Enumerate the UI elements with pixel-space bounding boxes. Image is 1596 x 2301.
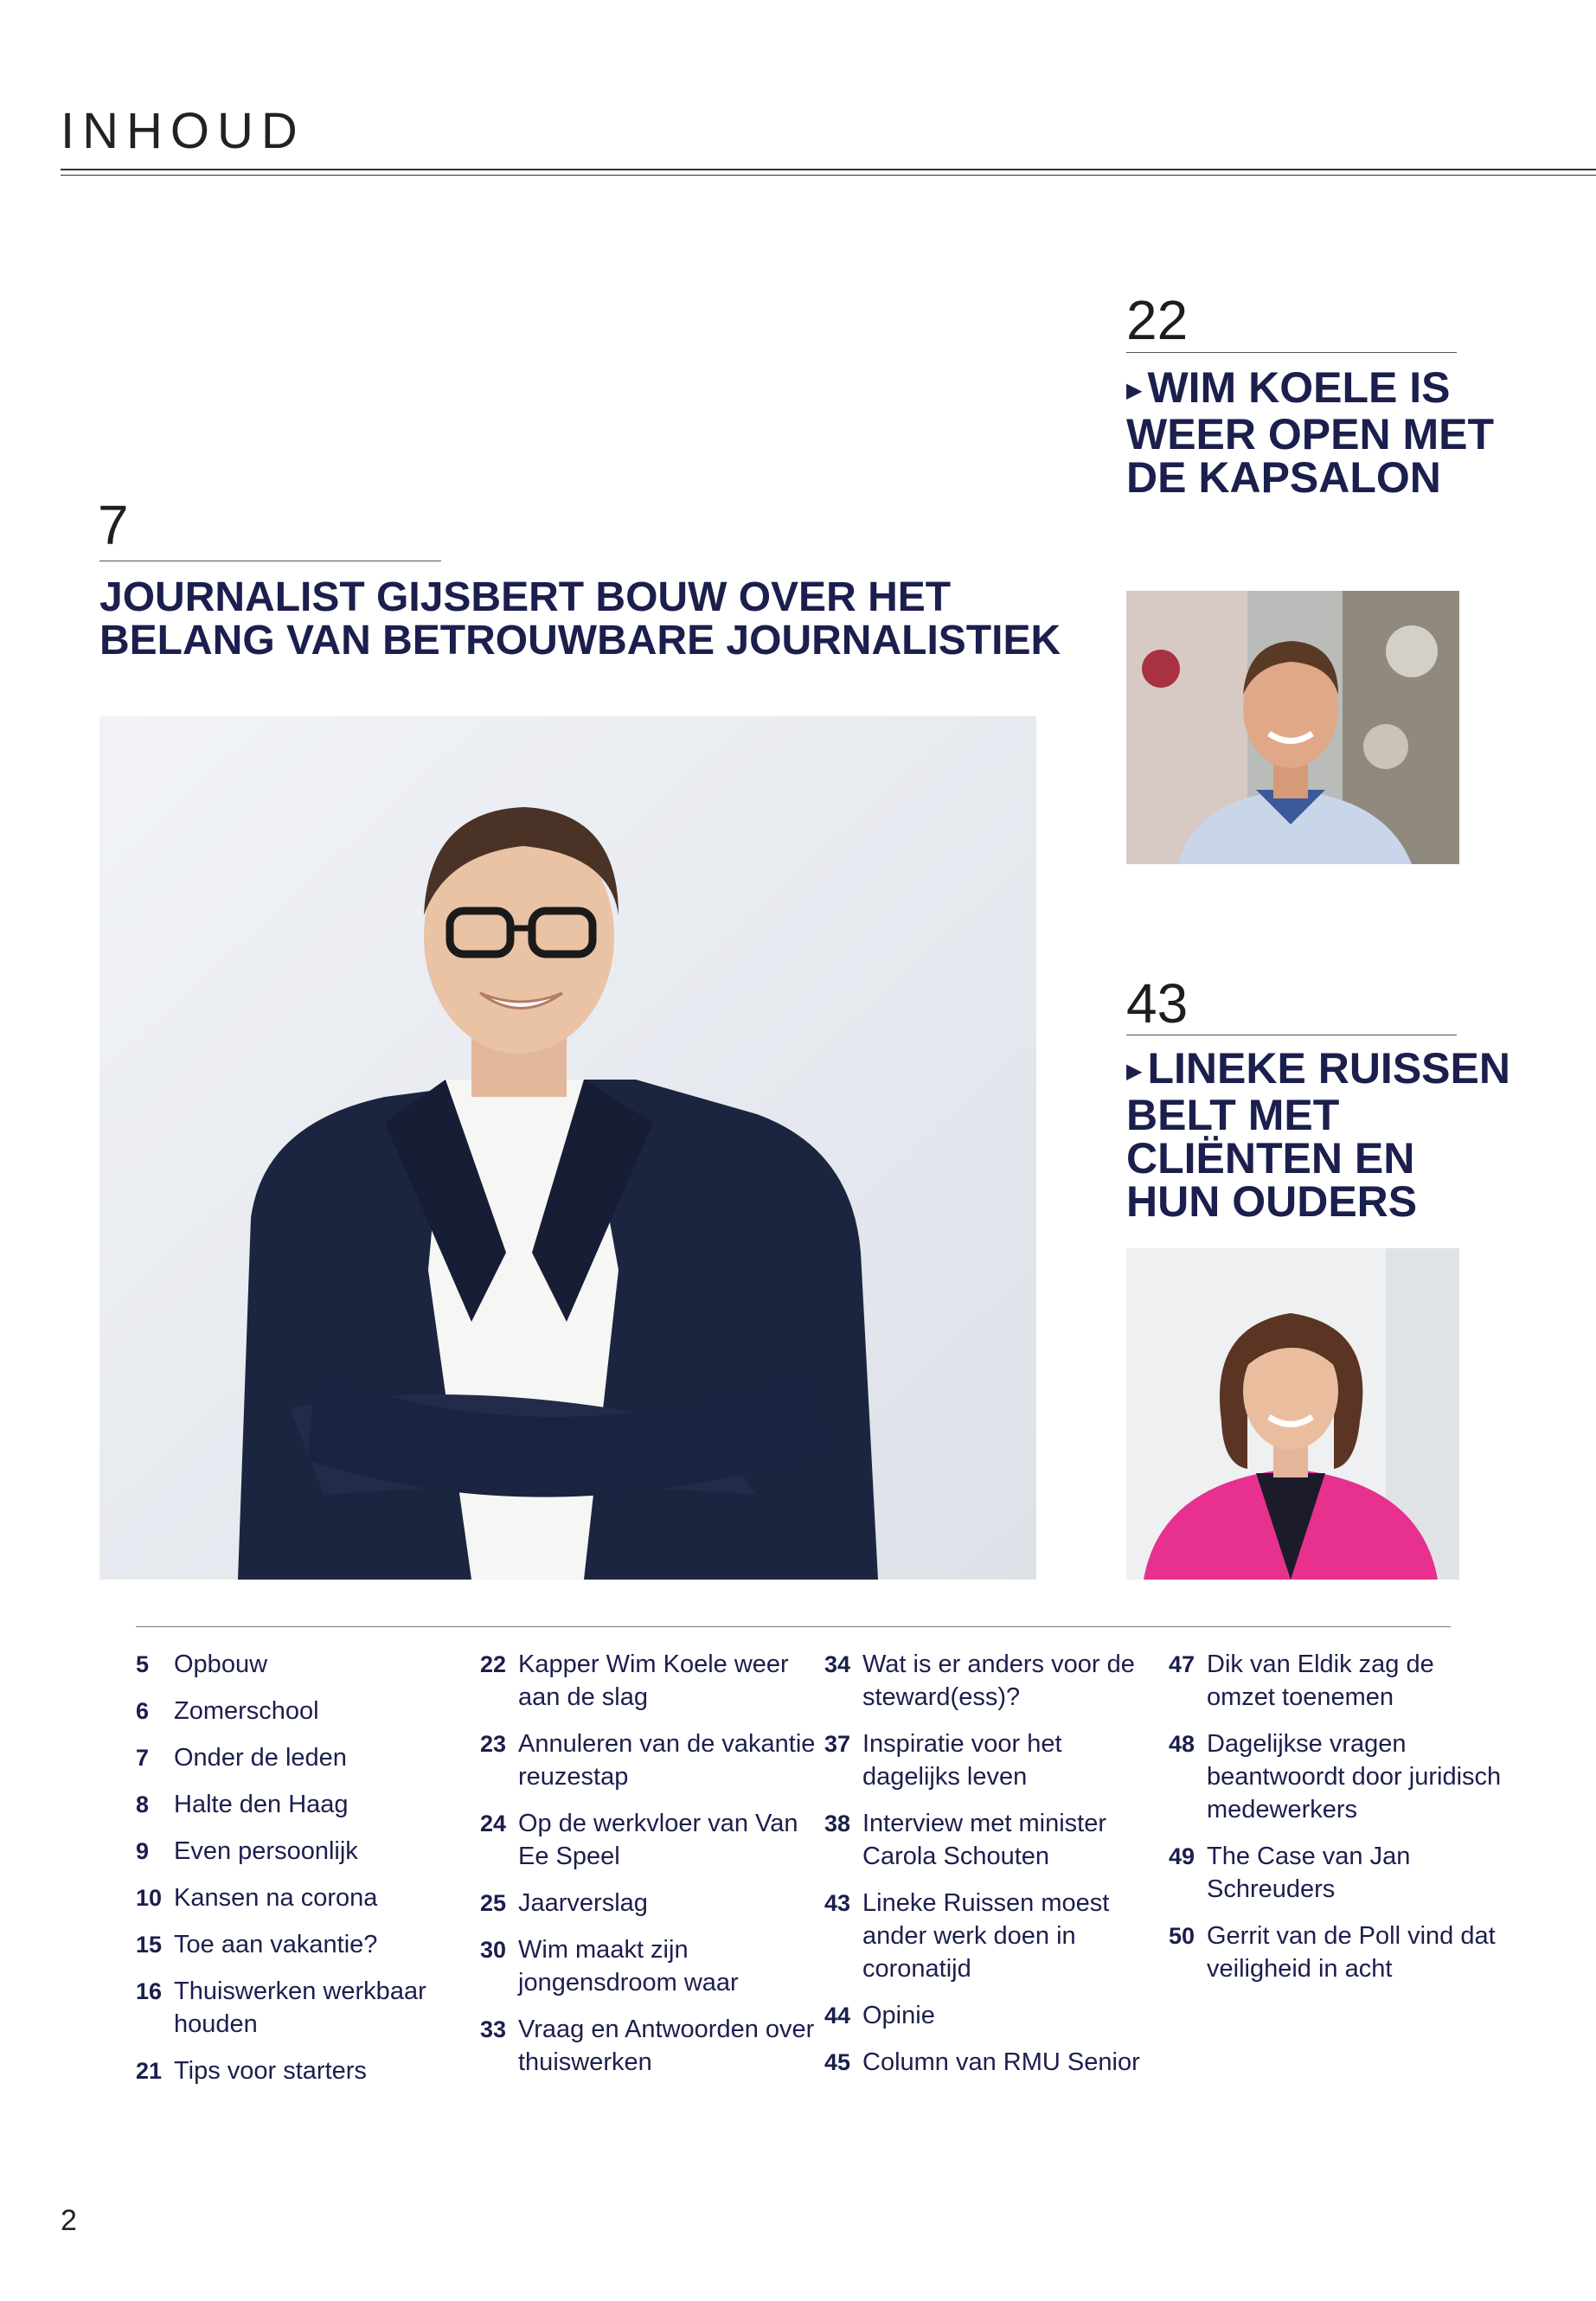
- toc-item[interactable]: [136, 2054, 473, 2087]
- toc-item[interactable]: [136, 1975, 473, 2041]
- toc-item-title: Jaarverslag: [518, 1889, 648, 1917]
- toc-item-page: 49: [1169, 1843, 1195, 1869]
- toc-item[interactable]: [824, 1887, 1162, 1985]
- toc-column-2: [480, 1648, 817, 2093]
- toc-item-title: Wim maakt zijn jongensdroom waar: [518, 1936, 739, 1997]
- toc-item-page: 10: [136, 1885, 163, 1911]
- page-number: 2: [61, 2204, 77, 2237]
- toc-item[interactable]: [480, 1648, 817, 1714]
- toc-item-page: 34: [824, 1651, 851, 1677]
- toc-item[interactable]: [1169, 1920, 1506, 1985]
- toc-item[interactable]: [824, 2046, 1162, 2079]
- toc-item[interactable]: [1169, 1727, 1506, 1826]
- toc-item-page: 44: [824, 2003, 851, 2029]
- toc-item[interactable]: [136, 1928, 473, 1961]
- portrait-man-floral: [1126, 591, 1459, 864]
- toc-item-title: Op de werkvloer van Van Ee Speel: [518, 1810, 798, 1870]
- toc-item[interactable]: [480, 1887, 817, 1920]
- toc-item[interactable]: [1169, 1648, 1506, 1714]
- header-divider: [61, 169, 1596, 170]
- toc-item-page: 24: [480, 1811, 507, 1836]
- toc-item-title: Thuiswerken werkbaar houden: [174, 1977, 426, 2038]
- toc-item-title: The Case van Jan Schreuders: [1207, 1843, 1411, 1903]
- toc-item[interactable]: [136, 1788, 473, 1821]
- toc-item-title: Tips voor starters: [174, 2057, 367, 2085]
- toc-item[interactable]: [136, 1881, 473, 1914]
- feature-side1-rule: [1126, 352, 1457, 353]
- feature-side1-photo: [1126, 591, 1459, 864]
- toc-item[interactable]: [480, 1727, 817, 1793]
- feature-side1-title-line: DE KAPSALON: [1126, 452, 1441, 502]
- toc-item-page: 8: [136, 1791, 150, 1817]
- toc-item-title: Even persoonlijk: [174, 1837, 358, 1865]
- toc-item-title: Vraag en Antwoorden over thuiswerken: [518, 2016, 815, 2076]
- feature-side2-title-line: HUN OUDERS: [1126, 1176, 1418, 1226]
- toc-item-title: Halte den Haag: [174, 1791, 349, 1818]
- toc-item-page: 43: [824, 1890, 851, 1916]
- feature-side1-title[interactable]: [1126, 363, 1495, 502]
- feature-main-title[interactable]: [99, 576, 1061, 663]
- toc-item[interactable]: [480, 2013, 817, 2079]
- toc-item-title: Opbouw: [174, 1650, 268, 1678]
- feature-main-photo: [99, 716, 1036, 1580]
- toc-item-page: 7: [136, 1745, 150, 1771]
- toc-item-title: Lineke Ruissen moest ander werk doen in coronatijd: [862, 1889, 1110, 1983]
- toc-item[interactable]: [136, 1835, 473, 1868]
- feature-side1-title-line: WIM KOELE IS: [1147, 363, 1451, 412]
- toc-item[interactable]: [480, 1933, 817, 1999]
- toc-item-title: Inspiratie voor het dagelijks leven: [862, 1730, 1062, 1791]
- toc-column-4: [1169, 1648, 1506, 1999]
- feature-side2-title-line: LINEKE RUISSEN: [1147, 1044, 1510, 1093]
- toc-item-page: 25: [480, 1890, 507, 1916]
- toc-item-page: 9: [136, 1838, 150, 1864]
- toc-item[interactable]: [1169, 1840, 1506, 1906]
- toc-item-page: 21: [136, 2058, 163, 2084]
- feature-side1-page-number: 22: [1126, 289, 1189, 351]
- toc-item-page: 33: [480, 2016, 507, 2042]
- feature-side2-title[interactable]: [1126, 1044, 1510, 1226]
- toc-item-title: Annuleren van de vakantie reuzestap: [518, 1730, 816, 1791]
- feature-side2-title-line: BELT MET: [1126, 1090, 1340, 1139]
- toc-item-title: Gerrit van de Poll vind dat veiligheid in acht: [1207, 1922, 1496, 1983]
- toc-item-page: 38: [824, 1811, 851, 1836]
- toc-item[interactable]: [136, 1648, 473, 1681]
- toc-item-page: 48: [1169, 1731, 1195, 1757]
- toc-column-1: [136, 1648, 473, 2101]
- portrait-man-suit: [99, 716, 1036, 1580]
- toc-divider: [136, 1626, 1451, 1627]
- play-arrow-icon: ▶: [1126, 1059, 1143, 1083]
- toc-column-3: [824, 1648, 1162, 2093]
- toc-item[interactable]: [136, 1741, 473, 1774]
- feature-side2-title-line: CLIËNTEN EN: [1126, 1133, 1415, 1183]
- portrait-woman-pink: [1126, 1248, 1459, 1580]
- toc-item-page: 45: [824, 2049, 851, 2075]
- page-title: INHOUD: [61, 103, 305, 159]
- feature-main-title-line: BELANG VAN BETROUWBARE JOURNALISTIEK: [99, 618, 1061, 663]
- feature-side2-page-number: 43: [1126, 972, 1189, 1035]
- toc-item-title: Opinie: [862, 2002, 935, 2029]
- toc-item-page: 16: [136, 1978, 163, 2004]
- toc-item[interactable]: [824, 1999, 1162, 2032]
- toc-item-page: 5: [136, 1651, 150, 1677]
- toc-item[interactable]: [824, 1648, 1162, 1714]
- toc-item-page: 47: [1169, 1651, 1195, 1677]
- toc-item[interactable]: [824, 1727, 1162, 1793]
- toc-item-page: 50: [1169, 1923, 1195, 1949]
- feature-main-page-number: 7: [98, 494, 129, 556]
- feature-main-title-line: JOURNALIST GIJSBERT BOUW OVER HET: [99, 574, 952, 620]
- feature-side1-title-line: WEER OPEN MET: [1126, 409, 1495, 458]
- toc-item[interactable]: [480, 1807, 817, 1873]
- toc-item-page: 30: [480, 1937, 507, 1963]
- toc-item-title: Column van RMU Senior: [862, 2048, 1140, 2076]
- play-arrow-icon: ▶: [1126, 378, 1143, 402]
- toc-item-title: Dagelijkse vragen beantwoordt door juridisch medewerkers: [1207, 1730, 1502, 1823]
- toc-item-title: Toe aan vakantie?: [174, 1931, 378, 1958]
- header-divider-thin: [61, 175, 1596, 176]
- toc-item-page: 6: [136, 1698, 150, 1724]
- toc-item-title: Wat is er anders voor de steward(ess)?: [862, 1650, 1135, 1711]
- toc-item[interactable]: [136, 1695, 473, 1727]
- toc-item-title: Onder de leden: [174, 1744, 347, 1772]
- toc-item-page: 23: [480, 1731, 507, 1757]
- toc-item-title: Interview met minister Carola Schouten: [862, 1810, 1107, 1870]
- feature-side2-photo: [1126, 1248, 1459, 1580]
- toc-item-page: 22: [480, 1651, 507, 1677]
- toc-item-title: Zomerschool: [174, 1697, 319, 1725]
- toc-item[interactable]: [824, 1807, 1162, 1873]
- toc-item-title: Dik van Eldik zag de omzet toenemen: [1207, 1650, 1434, 1711]
- toc-item-page: 15: [136, 1932, 163, 1958]
- toc-item-title: Kapper Wim Koele weer aan de slag: [518, 1650, 789, 1711]
- toc-item-page: 37: [824, 1731, 851, 1757]
- toc-item-title: Kansen na corona: [174, 1884, 378, 1912]
